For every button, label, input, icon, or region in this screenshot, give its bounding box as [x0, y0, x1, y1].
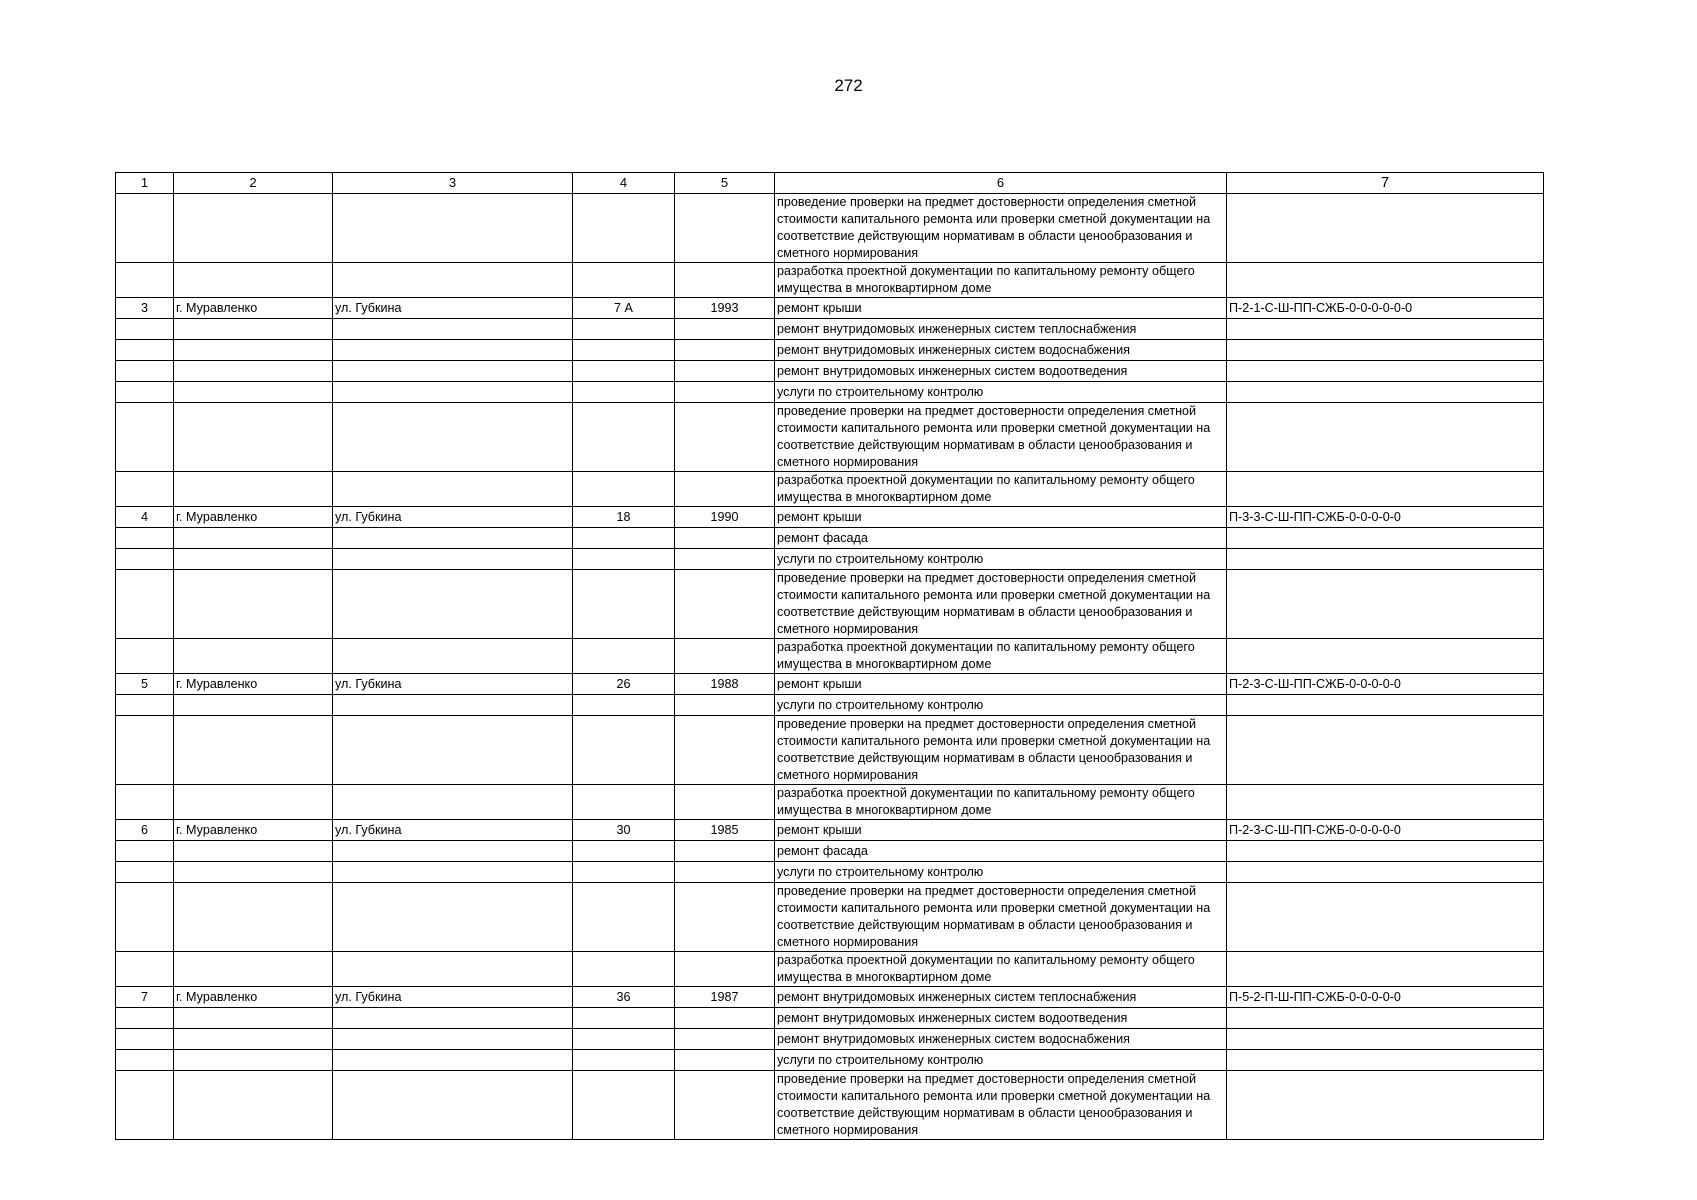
house-number-cell: [573, 472, 675, 507]
house-number-cell: [573, 570, 675, 639]
street-cell: ул. Губкина: [333, 820, 573, 841]
street-cell: [333, 361, 573, 382]
city-cell: [174, 841, 333, 862]
city-cell: [174, 570, 333, 639]
work-type-cell: услуги по строительному контролю: [775, 1050, 1227, 1071]
work-type-cell: разработка проектной документации по капитальному ремонту общего имущества в многоквартирном доме: [775, 639, 1227, 674]
city-cell: [174, 472, 333, 507]
code-cell: [1227, 549, 1544, 570]
table-row: [116, 820, 1544, 841]
row-number-cell: 6: [116, 820, 174, 841]
city-cell: [174, 361, 333, 382]
city-cell: [174, 382, 333, 403]
street-cell: [333, 952, 573, 987]
city-cell: [174, 194, 333, 263]
row-number-cell: [116, 263, 174, 298]
street-cell: [333, 403, 573, 472]
table-row: [116, 785, 1544, 820]
work-type-cell: разработка проектной документации по капитальному ремонту общего имущества в многоквартирном доме: [775, 785, 1227, 820]
table-row: [116, 716, 1544, 785]
year-cell: [675, 263, 775, 298]
year-cell: [675, 639, 775, 674]
table-row: [116, 340, 1544, 361]
city-cell: [174, 263, 333, 298]
code-cell: [1227, 716, 1544, 785]
year-cell: [675, 472, 775, 507]
code-cell: П-2-3-С-Ш-ПП-СЖБ-0-0-0-0-0: [1227, 820, 1544, 841]
house-number-cell: 36: [573, 987, 675, 1008]
code-cell: П-2-1-С-Ш-ПП-СЖБ-0-0-0-0-0-0: [1227, 298, 1544, 319]
column-number: 7: [1227, 173, 1544, 194]
year-cell: 1985: [675, 820, 775, 841]
works-table: [115, 172, 1544, 1140]
city-cell: [174, 1071, 333, 1140]
city-cell: [174, 785, 333, 820]
row-number-cell: [116, 695, 174, 716]
table-row: [116, 570, 1544, 639]
code-cell: [1227, 952, 1544, 987]
year-cell: [675, 862, 775, 883]
year-cell: [675, 785, 775, 820]
row-number-cell: [116, 862, 174, 883]
work-type-cell: проведение проверки на предмет достоверности определения сметной стоимости капитального ремонта или проверки сметной документации на соответствие действующим нормативам в области ценообразования и сметного нормирования: [775, 716, 1227, 785]
city-cell: [174, 1008, 333, 1029]
table-row: [116, 361, 1544, 382]
table-row: [116, 1071, 1544, 1140]
work-type-cell: разработка проектной документации по капитальному ремонту общего имущества в многоквартирном доме: [775, 263, 1227, 298]
house-number-cell: [573, 403, 675, 472]
code-cell: [1227, 361, 1544, 382]
code-cell: [1227, 194, 1544, 263]
year-cell: 1988: [675, 674, 775, 695]
year-cell: 1993: [675, 298, 775, 319]
year-cell: [675, 194, 775, 263]
year-cell: [675, 403, 775, 472]
city-cell: г. Муравленко: [174, 987, 333, 1008]
work-type-cell: ремонт внутридомовых инженерных систем водоснабжения: [775, 340, 1227, 361]
street-cell: [333, 382, 573, 403]
code-cell: [1227, 263, 1544, 298]
street-cell: [333, 472, 573, 507]
street-cell: ул. Губкина: [333, 674, 573, 695]
street-cell: [333, 1029, 573, 1050]
house-number-cell: [573, 382, 675, 403]
year-cell: [675, 1050, 775, 1071]
code-cell: [1227, 695, 1544, 716]
code-cell: [1227, 639, 1544, 674]
street-cell: [333, 883, 573, 952]
code-cell: [1227, 1008, 1544, 1029]
work-type-cell: ремонт крыши: [775, 820, 1227, 841]
house-number-cell: [573, 549, 675, 570]
code-cell: П-5-2-П-Ш-ПП-СЖБ-0-0-0-0-0: [1227, 987, 1544, 1008]
street-cell: ул. Губкина: [333, 987, 573, 1008]
row-number-cell: [116, 570, 174, 639]
house-number-cell: 18: [573, 507, 675, 528]
street-cell: ул. Губкина: [333, 298, 573, 319]
row-number-cell: [116, 883, 174, 952]
code-cell: [1227, 382, 1544, 403]
work-type-cell: услуги по строительному контролю: [775, 549, 1227, 570]
city-cell: [174, 952, 333, 987]
table-row: [116, 194, 1544, 263]
year-cell: 1990: [675, 507, 775, 528]
code-cell: П-3-3-С-Ш-ПП-СЖБ-0-0-0-0-0: [1227, 507, 1544, 528]
street-cell: [333, 716, 573, 785]
column-number-row: [116, 173, 1544, 194]
table-row: [116, 263, 1544, 298]
row-number-cell: 7: [116, 987, 174, 1008]
table-row: [116, 382, 1544, 403]
table-row: [116, 319, 1544, 340]
work-type-cell: ремонт внутридомовых инженерных систем водоснабжения: [775, 1029, 1227, 1050]
house-number-cell: [573, 716, 675, 785]
house-number-cell: [573, 785, 675, 820]
work-type-cell: разработка проектной документации по капитальному ремонту общего имущества в многоквартирном доме: [775, 952, 1227, 987]
year-cell: [675, 841, 775, 862]
city-cell: [174, 883, 333, 952]
row-number-cell: [116, 841, 174, 862]
row-number-cell: [116, 1050, 174, 1071]
table-row: [116, 987, 1544, 1008]
house-number-cell: [573, 319, 675, 340]
city-cell: [174, 1029, 333, 1050]
street-cell: [333, 1008, 573, 1029]
table-row: [116, 639, 1544, 674]
street-cell: [333, 319, 573, 340]
work-type-cell: ремонт внутридомовых инженерных систем теплоснабжения: [775, 319, 1227, 340]
code-cell: [1227, 1029, 1544, 1050]
row-number-cell: [116, 382, 174, 403]
street-cell: [333, 263, 573, 298]
year-cell: [675, 382, 775, 403]
code-cell: [1227, 785, 1544, 820]
row-number-cell: [116, 194, 174, 263]
street-cell: [333, 194, 573, 263]
row-number-cell: [116, 1071, 174, 1140]
work-type-cell: проведение проверки на предмет достоверности определения сметной стоимости капитального ремонта или проверки сметной документации на соответствие действующим нормативам в области ценообразования и сметного нормирования: [775, 570, 1227, 639]
row-number-cell: [116, 785, 174, 820]
year-cell: [675, 1008, 775, 1029]
code-cell: П-2-3-С-Ш-ПП-СЖБ-0-0-0-0-0: [1227, 674, 1544, 695]
row-number-cell: 4: [116, 507, 174, 528]
street-cell: [333, 1071, 573, 1140]
street-cell: ул. Губкина: [333, 507, 573, 528]
city-cell: [174, 1050, 333, 1071]
row-number-cell: [116, 1008, 174, 1029]
city-cell: [174, 862, 333, 883]
table-row: [116, 298, 1544, 319]
row-number-cell: 5: [116, 674, 174, 695]
house-number-cell: 7 А: [573, 298, 675, 319]
street-cell: [333, 549, 573, 570]
row-number-cell: [116, 361, 174, 382]
year-cell: [675, 528, 775, 549]
city-cell: [174, 340, 333, 361]
table-row: [116, 952, 1544, 987]
table-row: [116, 549, 1544, 570]
work-type-cell: ремонт фасада: [775, 841, 1227, 862]
year-cell: [675, 549, 775, 570]
work-type-cell: проведение проверки на предмет достоверности определения сметной стоимости капитального ремонта или проверки сметной документации на соответствие действующим нормативам в области ценообразования и сметного нормирования: [775, 1071, 1227, 1140]
column-number: 4: [573, 173, 675, 194]
year-cell: [675, 1029, 775, 1050]
work-type-cell: проведение проверки на предмет достоверности определения сметной стоимости капитального ремонта или проверки сметной документации на соответствие действующим нормативам в области ценообразования и сметного нормирования: [775, 194, 1227, 263]
work-type-cell: ремонт внутридомовых инженерных систем водоотведения: [775, 1008, 1227, 1029]
work-type-cell: ремонт внутридомовых инженерных систем теплоснабжения: [775, 987, 1227, 1008]
house-number-cell: [573, 361, 675, 382]
work-type-cell: услуги по строительному контролю: [775, 382, 1227, 403]
work-type-cell: проведение проверки на предмет достоверности определения сметной стоимости капитального ремонта или проверки сметной документации на соответствие действующим нормативам в области ценообразования и сметного нормирования: [775, 883, 1227, 952]
year-cell: [675, 340, 775, 361]
house-number-cell: [573, 952, 675, 987]
year-cell: [675, 883, 775, 952]
city-cell: [174, 528, 333, 549]
code-cell: [1227, 472, 1544, 507]
code-cell: [1227, 862, 1544, 883]
column-number: 6: [775, 173, 1227, 194]
house-number-cell: [573, 528, 675, 549]
work-type-cell: проведение проверки на предмет достоверности определения сметной стоимости капитального ремонта или проверки сметной документации на соответствие действующим нормативам в области ценообразования и сметного нормирования: [775, 403, 1227, 472]
table-row: [116, 507, 1544, 528]
row-number-cell: 3: [116, 298, 174, 319]
city-cell: [174, 319, 333, 340]
table-row: [116, 883, 1544, 952]
work-type-cell: услуги по строительному контролю: [775, 862, 1227, 883]
house-number-cell: [573, 1029, 675, 1050]
code-cell: [1227, 1071, 1544, 1140]
city-cell: г. Муравленко: [174, 507, 333, 528]
column-number: 5: [675, 173, 775, 194]
street-cell: [333, 1050, 573, 1071]
work-type-cell: ремонт крыши: [775, 298, 1227, 319]
house-number-cell: [573, 1050, 675, 1071]
street-cell: [333, 695, 573, 716]
house-number-cell: [573, 1008, 675, 1029]
street-cell: [333, 340, 573, 361]
code-cell: [1227, 319, 1544, 340]
work-type-cell: ремонт крыши: [775, 674, 1227, 695]
code-cell: [1227, 570, 1544, 639]
code-cell: [1227, 883, 1544, 952]
column-number: 1: [116, 173, 174, 194]
table-row: [116, 403, 1544, 472]
year-cell: 1987: [675, 987, 775, 1008]
table-row: [116, 1008, 1544, 1029]
row-number-cell: [116, 952, 174, 987]
street-cell: [333, 785, 573, 820]
year-cell: [675, 952, 775, 987]
column-number: 3: [333, 173, 573, 194]
table-row: [116, 841, 1544, 862]
city-cell: г. Муравленко: [174, 820, 333, 841]
table-row: [116, 674, 1544, 695]
city-cell: г. Муравленко: [174, 674, 333, 695]
row-number-cell: [116, 549, 174, 570]
code-cell: [1227, 528, 1544, 549]
row-number-cell: [116, 528, 174, 549]
table-row: [116, 528, 1544, 549]
house-number-cell: [573, 639, 675, 674]
year-cell: [675, 361, 775, 382]
row-number-cell: [116, 472, 174, 507]
row-number-cell: [116, 639, 174, 674]
row-number-cell: [116, 319, 174, 340]
city-cell: [174, 403, 333, 472]
house-number-cell: [573, 695, 675, 716]
house-number-cell: [573, 862, 675, 883]
house-number-cell: 26: [573, 674, 675, 695]
street-cell: [333, 639, 573, 674]
column-number: 2: [174, 173, 333, 194]
city-cell: г. Муравленко: [174, 298, 333, 319]
house-number-cell: [573, 340, 675, 361]
work-type-cell: ремонт крыши: [775, 507, 1227, 528]
house-number-cell: [573, 841, 675, 862]
row-number-cell: [116, 403, 174, 472]
row-number-cell: [116, 340, 174, 361]
house-number-cell: [573, 1071, 675, 1140]
code-cell: [1227, 1050, 1544, 1071]
city-cell: [174, 716, 333, 785]
year-cell: [675, 319, 775, 340]
city-cell: [174, 695, 333, 716]
house-number-cell: [573, 883, 675, 952]
house-number-cell: [573, 263, 675, 298]
page-number: 272: [834, 76, 863, 95]
work-type-cell: услуги по строительному контролю: [775, 695, 1227, 716]
row-number-cell: [116, 716, 174, 785]
street-cell: [333, 570, 573, 639]
table-row: [116, 695, 1544, 716]
row-number-cell: [116, 1029, 174, 1050]
table-row: [116, 862, 1544, 883]
table-row: [116, 472, 1544, 507]
code-cell: [1227, 841, 1544, 862]
street-cell: [333, 528, 573, 549]
city-cell: [174, 549, 333, 570]
street-cell: [333, 841, 573, 862]
street-cell: [333, 862, 573, 883]
year-cell: [675, 1071, 775, 1140]
work-type-cell: ремонт фасада: [775, 528, 1227, 549]
year-cell: [675, 716, 775, 785]
table-row: [116, 1029, 1544, 1050]
work-type-cell: ремонт внутридомовых инженерных систем водоотведения: [775, 361, 1227, 382]
house-number-cell: 30: [573, 820, 675, 841]
table-row: [116, 1050, 1544, 1071]
code-cell: [1227, 403, 1544, 472]
year-cell: [675, 570, 775, 639]
city-cell: [174, 639, 333, 674]
code-cell: [1227, 340, 1544, 361]
work-type-cell: разработка проектной документации по капитальному ремонту общего имущества в многоквартирном доме: [775, 472, 1227, 507]
year-cell: [675, 695, 775, 716]
house-number-cell: [573, 194, 675, 263]
